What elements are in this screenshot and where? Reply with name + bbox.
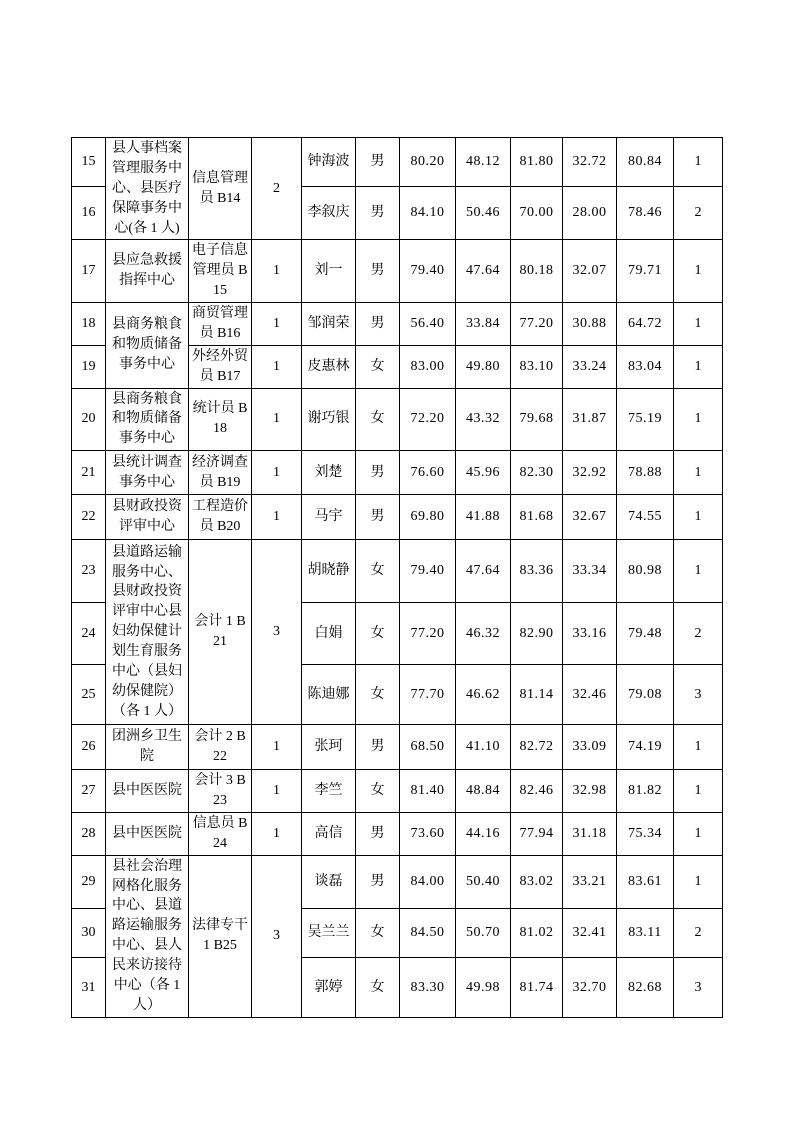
written-score-cell: 73.60 [400,812,456,855]
row-number-cell: 31 [72,958,106,1017]
total-score-cell: 80.98 [617,540,674,603]
written-score-cell: 72.20 [400,388,456,451]
interview-weighted-cell: 31.87 [563,388,617,451]
unit-cell: 县商务粮食和物质储备事务中心 [106,388,189,451]
total-score-cell: 79.48 [617,603,674,665]
written-score-cell: 84.00 [400,855,456,908]
recruit-count-cell: 1 [252,345,302,388]
gender-cell: 男 [356,187,400,240]
unit-cell: 县道路运输服务中心、县财政投资评审中心县妇幼保健计划生育服务中心（县妇幼保健院）（各 1 人） [106,540,189,725]
rank-cell: 1 [674,345,723,388]
position-cell: 会计 2 B22 [189,725,252,770]
rank-cell: 2 [674,603,723,665]
gender-cell: 男 [356,138,400,187]
interview-weighted-cell: 32.41 [563,908,617,958]
gender-cell: 男 [356,303,400,346]
rank-cell: 2 [674,187,723,240]
name-cell: 张珂 [302,725,356,770]
row-number-cell: 17 [72,240,106,303]
interview-score-cell: 81.68 [511,495,563,540]
interview-weighted-cell: 32.98 [563,770,617,813]
position-cell: 商贸管理员 B16 [189,303,252,346]
written-weighted-cell: 47.64 [456,540,511,603]
name-cell: 李叙庆 [302,187,356,240]
recruit-count-cell: 1 [252,240,302,303]
name-cell: 胡晓静 [302,540,356,603]
gender-cell: 女 [356,603,400,665]
position-cell: 信息管理员 B14 [189,138,252,240]
row-number-cell: 23 [72,540,106,603]
written-weighted-cell: 48.12 [456,138,511,187]
name-cell: 白娟 [302,603,356,665]
name-cell: 皮惠林 [302,345,356,388]
written-score-cell: 76.60 [400,451,456,495]
table-row [72,303,723,346]
written-score-cell: 84.10 [400,187,456,240]
gender-cell: 女 [356,345,400,388]
interview-score-cell: 79.68 [511,388,563,451]
name-cell: 钟海波 [302,138,356,187]
total-score-cell: 78.88 [617,451,674,495]
written-score-cell: 81.40 [400,770,456,813]
written-weighted-cell: 49.98 [456,958,511,1017]
rank-cell: 1 [674,540,723,603]
row-number-cell: 21 [72,451,106,495]
row-number-cell: 18 [72,303,106,346]
interview-score-cell: 80.18 [511,240,563,303]
name-cell: 马宇 [302,495,356,540]
gender-cell: 男 [356,855,400,908]
unit-cell: 县商务粮食和物质储备事务中心 [106,303,189,389]
written-score-cell: 77.70 [400,665,456,725]
total-score-cell: 78.46 [617,187,674,240]
written-weighted-cell: 43.32 [456,388,511,451]
gender-cell: 男 [356,495,400,540]
interview-score-cell: 81.02 [511,908,563,958]
unit-cell: 县财政投资评审中心 [106,495,189,540]
interview-weighted-cell: 31.18 [563,812,617,855]
interview-weighted-cell: 33.34 [563,540,617,603]
rank-cell: 1 [674,855,723,908]
gender-cell: 女 [356,770,400,813]
written-score-cell: 56.40 [400,303,456,346]
rank-cell: 1 [674,812,723,855]
row-number-cell: 29 [72,855,106,908]
gender-cell: 女 [356,540,400,603]
row-number-cell: 28 [72,812,106,855]
written-weighted-cell: 44.16 [456,812,511,855]
interview-score-cell: 83.36 [511,540,563,603]
interview-score-cell: 82.30 [511,451,563,495]
table-row [72,725,723,770]
interview-weighted-cell: 32.46 [563,665,617,725]
total-score-cell: 75.19 [617,388,674,451]
interview-score-cell: 77.20 [511,303,563,346]
interview-score-cell: 81.74 [511,958,563,1017]
written-weighted-cell: 41.10 [456,725,511,770]
recruit-count-cell: 1 [252,812,302,855]
total-score-cell: 83.61 [617,855,674,908]
written-score-cell: 79.40 [400,240,456,303]
interview-weighted-cell: 33.21 [563,855,617,908]
row-number-cell: 27 [72,770,106,813]
rank-cell: 3 [674,958,723,1017]
unit-cell: 县社会治理网格化服务中心、县道路运输服务中心、县人民来访接待中心（各 1 人） [106,855,189,1017]
name-cell: 陈迪娜 [302,665,356,725]
name-cell: 邹润荣 [302,303,356,346]
name-cell: 谈磊 [302,855,356,908]
written-score-cell: 68.50 [400,725,456,770]
position-cell: 会计 1 B21 [189,540,252,725]
name-cell: 高信 [302,812,356,855]
total-score-cell: 74.55 [617,495,674,540]
interview-weighted-cell: 33.24 [563,345,617,388]
interview-score-cell: 81.80 [511,138,563,187]
table-row [72,138,723,187]
interview-weighted-cell: 28.00 [563,187,617,240]
gender-cell: 男 [356,725,400,770]
rank-cell: 2 [674,908,723,958]
interview-weighted-cell: 33.16 [563,603,617,665]
total-score-cell: 75.34 [617,812,674,855]
row-number-cell: 19 [72,345,106,388]
interview-score-cell: 82.72 [511,725,563,770]
total-score-cell: 74.19 [617,725,674,770]
rank-cell: 1 [674,725,723,770]
total-score-cell: 79.08 [617,665,674,725]
rank-cell: 3 [674,665,723,725]
row-number-cell: 30 [72,908,106,958]
gender-cell: 女 [356,908,400,958]
written-score-cell: 77.20 [400,603,456,665]
recruit-count-cell: 1 [252,303,302,346]
written-weighted-cell: 49.80 [456,345,511,388]
table-row [72,812,723,855]
rank-cell: 1 [674,451,723,495]
written-weighted-cell: 47.64 [456,240,511,303]
name-cell: 刘一 [302,240,356,303]
position-cell: 工程造价员 B20 [189,495,252,540]
total-score-cell: 83.04 [617,345,674,388]
unit-cell: 团洲乡卫生院 [106,725,189,770]
table-row [72,540,723,603]
total-score-cell: 81.82 [617,770,674,813]
gender-cell: 女 [356,958,400,1017]
row-number-cell: 16 [72,187,106,240]
gender-cell: 男 [356,451,400,495]
rank-cell: 1 [674,303,723,346]
recruit-count-cell: 1 [252,770,302,813]
written-score-cell: 83.00 [400,345,456,388]
gender-cell: 男 [356,812,400,855]
name-cell: 郭婷 [302,958,356,1017]
written-weighted-cell: 41.88 [456,495,511,540]
total-score-cell: 64.72 [617,303,674,346]
unit-cell: 县应急救援指挥中心 [106,240,189,303]
position-cell: 会计 3 B23 [189,770,252,813]
table-row [72,770,723,813]
gender-cell: 女 [356,665,400,725]
written-score-cell: 69.80 [400,495,456,540]
interview-score-cell: 83.02 [511,855,563,908]
rank-cell: 1 [674,770,723,813]
table-row [72,855,723,908]
interview-weighted-cell: 32.92 [563,451,617,495]
row-number-cell: 24 [72,603,106,665]
written-score-cell: 80.20 [400,138,456,187]
rank-cell: 1 [674,240,723,303]
interview-score-cell: 81.14 [511,665,563,725]
recruit-count-cell: 2 [252,138,302,240]
total-score-cell: 79.71 [617,240,674,303]
interview-weighted-cell: 32.67 [563,495,617,540]
row-number-cell: 15 [72,138,106,187]
name-cell: 吴兰兰 [302,908,356,958]
position-cell: 法律专干 1 B25 [189,855,252,1017]
interview-weighted-cell: 33.09 [563,725,617,770]
unit-cell: 县中医医院 [106,812,189,855]
recruit-count-cell: 1 [252,388,302,451]
name-cell: 谢巧银 [302,388,356,451]
table-row [72,240,723,303]
position-cell: 外经外贸员 B17 [189,345,252,388]
interview-score-cell: 70.00 [511,187,563,240]
interview-weighted-cell: 32.72 [563,138,617,187]
interview-score-cell: 83.10 [511,345,563,388]
written-weighted-cell: 45.96 [456,451,511,495]
recruit-count-cell: 1 [252,725,302,770]
recruit-count-cell: 1 [252,451,302,495]
position-cell: 统计员 B18 [189,388,252,451]
rank-cell: 1 [674,388,723,451]
written-weighted-cell: 50.46 [456,187,511,240]
row-number-cell: 20 [72,388,106,451]
name-cell: 刘楚 [302,451,356,495]
table-row [72,451,723,495]
position-cell: 电子信息管理员 B15 [189,240,252,303]
total-score-cell: 82.68 [617,958,674,1017]
position-cell: 信息员 B24 [189,812,252,855]
interview-score-cell: 82.46 [511,770,563,813]
written-score-cell: 84.50 [400,908,456,958]
name-cell: 李竺 [302,770,356,813]
written-weighted-cell: 46.32 [456,603,511,665]
rank-cell: 1 [674,495,723,540]
written-score-cell: 83.30 [400,958,456,1017]
interview-weighted-cell: 32.70 [563,958,617,1017]
unit-cell: 县统计调查事务中心 [106,451,189,495]
written-weighted-cell: 33.84 [456,303,511,346]
interview-weighted-cell: 30.88 [563,303,617,346]
written-weighted-cell: 50.70 [456,908,511,958]
rank-cell: 1 [674,138,723,187]
row-number-cell: 26 [72,725,106,770]
interview-score-cell: 82.90 [511,603,563,665]
written-weighted-cell: 48.84 [456,770,511,813]
total-score-cell: 83.11 [617,908,674,958]
interview-score-cell: 77.94 [511,812,563,855]
written-weighted-cell: 46.62 [456,665,511,725]
unit-cell: 县中医医院 [106,770,189,813]
total-score-cell: 80.84 [617,138,674,187]
written-score-cell: 79.40 [400,540,456,603]
recruit-count-cell: 1 [252,495,302,540]
recruit-count-cell: 3 [252,855,302,1017]
written-weighted-cell: 50.40 [456,855,511,908]
interview-weighted-cell: 32.07 [563,240,617,303]
row-number-cell: 25 [72,665,106,725]
table-row [72,495,723,540]
gender-cell: 男 [356,240,400,303]
recruit-count-cell: 3 [252,540,302,725]
gender-cell: 女 [356,388,400,451]
score-table [71,137,723,1018]
position-cell: 经济调查员 B19 [189,451,252,495]
unit-cell: 县人事档案管理服务中心、县医疗保障事务中心(各 1 人) [106,138,189,240]
table-row [72,388,723,451]
row-number-cell: 22 [72,495,106,540]
